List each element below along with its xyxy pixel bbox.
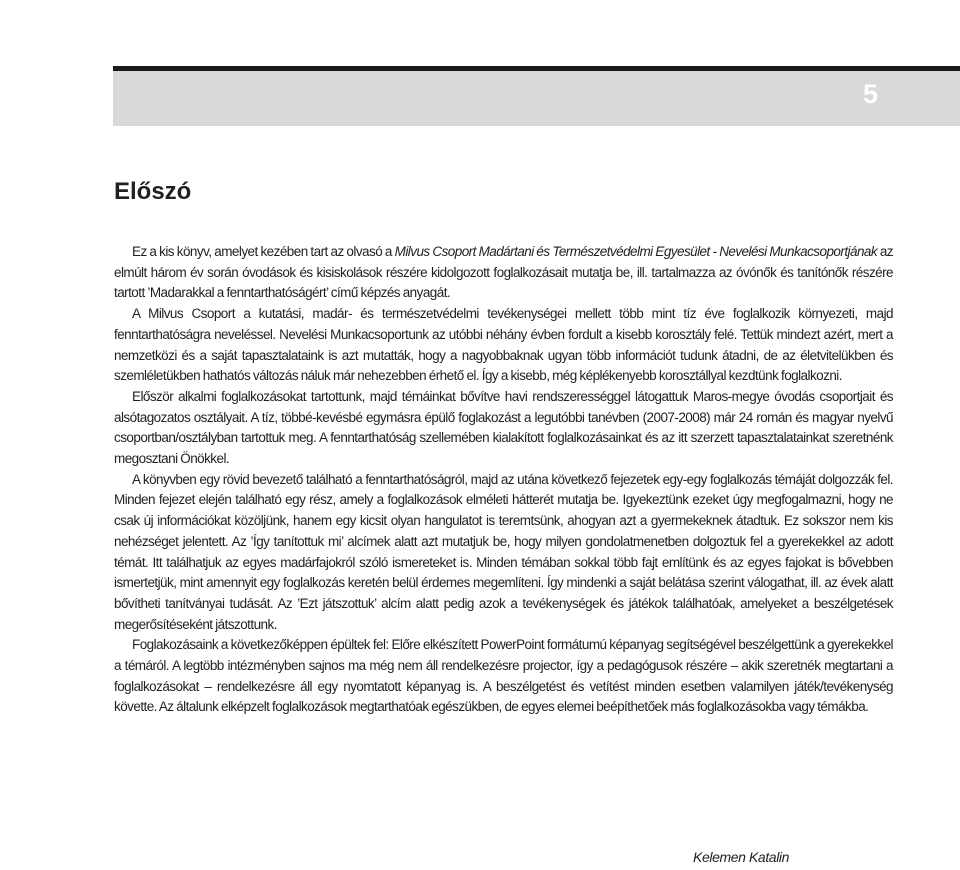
organization-name: Milvus Csoport Madártani és Természetvédelmi Egyesület - Nevelési Munkacsoportjának xyxy=(394,244,878,259)
paragraph-1-lead: Ez a kis könyv, amelyet kezében tart az olvasó a xyxy=(132,244,395,259)
page-number: 5 xyxy=(862,79,878,109)
header-band xyxy=(113,66,960,126)
header-rule xyxy=(113,66,960,71)
author-signature: Kelemen Katalin xyxy=(693,849,789,865)
body-text xyxy=(114,242,893,718)
paragraph-1 xyxy=(114,242,893,304)
paragraph-5: Foglakozásaink a következőképpen épültek fel: Előre elkészített PowerPoint formátumú képanyag segítségével beszélgettünk a gyerekekkel a témáról. A legtöbb intézményben sajnos ma még nem áll rendelkezésre projector, így a pedagógusok részére – akik szeretnék megtartani a foglalkozásokat – rendelkezésre áll egy nyomtatott képanyag is. A beszélgetést és vetítést minden esetben valamilyen játék/tevékenység követte. Az általunk elképzelt foglalkozások megtarthatóak egészükben, de egyes elemei beépíthetőek más foglalkozásokba vagy témákba. xyxy=(114,637,893,715)
paragraph-4: A könyvben egy rövid bevezető található a fenntarthatóságról, majd az utána következő fejezetek egy-egy foglalkozás témáját dolgozzák fel. Minden fejezet elején található egy rész, amely a foglalkozások elméleti hátterét mutatja be. Igyekeztünk ezeket úgy megfogalmazni, hogy ne csak új információkat közöljünk, hanem egy kicsit olyan hangulatot is teremtsünk, ahogyan azt a gyermekeknek átadtuk. Ez sokszor nem kis nehézséget jelentett. Az ’Így tanítottuk mi’ alcímek alatt azt mutatjuk be, hogy milyen gondolatmenetben dolgoztuk fel a gyerekekkel az adott témát. Itt találhatjuk az egyes madárfajokról szóló ismereteket is. Minden témában sokkal több fajt említünk és az egyes fajokat is bővebben ismertetjük, mint amennyit egy foglalkozás keretén belül érdemes megemlíteni. Így mindenki a saját belátása szerint válogathat, ill. az évek alatt bővítheti tanítványai tudását. Az ’Ezt játszottuk’ alcím alatt pedig azok a tevékenységek és játékok találhatóak, amelyeket a beszélgetések megerősítéseként játszottunk. xyxy=(114,471,893,632)
page-title: Előszó xyxy=(114,178,192,205)
paragraph-1-rest: az elmúlt három év során óvodások és kisiskolások részére kidolgozott foglalkozásait mutatja be, ill. tartalmazza az óvónők és tanítónők részére tartott ’Madarakkal a fenntarthatóságért’ című képzés anyagát. xyxy=(114,244,893,301)
paragraph-2: A Milvus Csoport a kutatási, madár- és természetvédelmi tevékenységei mellett több mint tíz éve foglalkozik környezeti, majd fenntarthatóságra neveléssel. Nevelési Munkacsoportunk az utóbbi néhány évben fordult a kisebb korosztály felé. Tettük mindezt azért, mert a nemzetközi és a saját tapasztalataink is azt mutatták, hogy a nagyobbaknak ugyan több információt tudunk átadni, de az életvitelükben és szemléletükben hathatós változás náluk már nehezebben érhető el. Így a kisebb, még képlékenyebb korosztállyal kezdtünk foglalkozni. xyxy=(114,306,893,384)
paragraph-3: Először alkalmi foglalkozásokat tartottunk, majd témáinkat bővítve havi rendszerességgel látogattuk Maros-megye óvodás csoportjait és alsótagozatos osztályait. A tíz, többé-kevésbé egymásra épülő foglakozást a legutóbbi tanévben (2007-2008) már 24 román és magyar nyelvű csoportban/osztályban tartottuk meg. A fenntarthatóság szellemében kialakított foglalkozásainkat és az itt szerzett tapasztalatainkat szeretnénk megosztani Önökkel. xyxy=(114,388,893,467)
